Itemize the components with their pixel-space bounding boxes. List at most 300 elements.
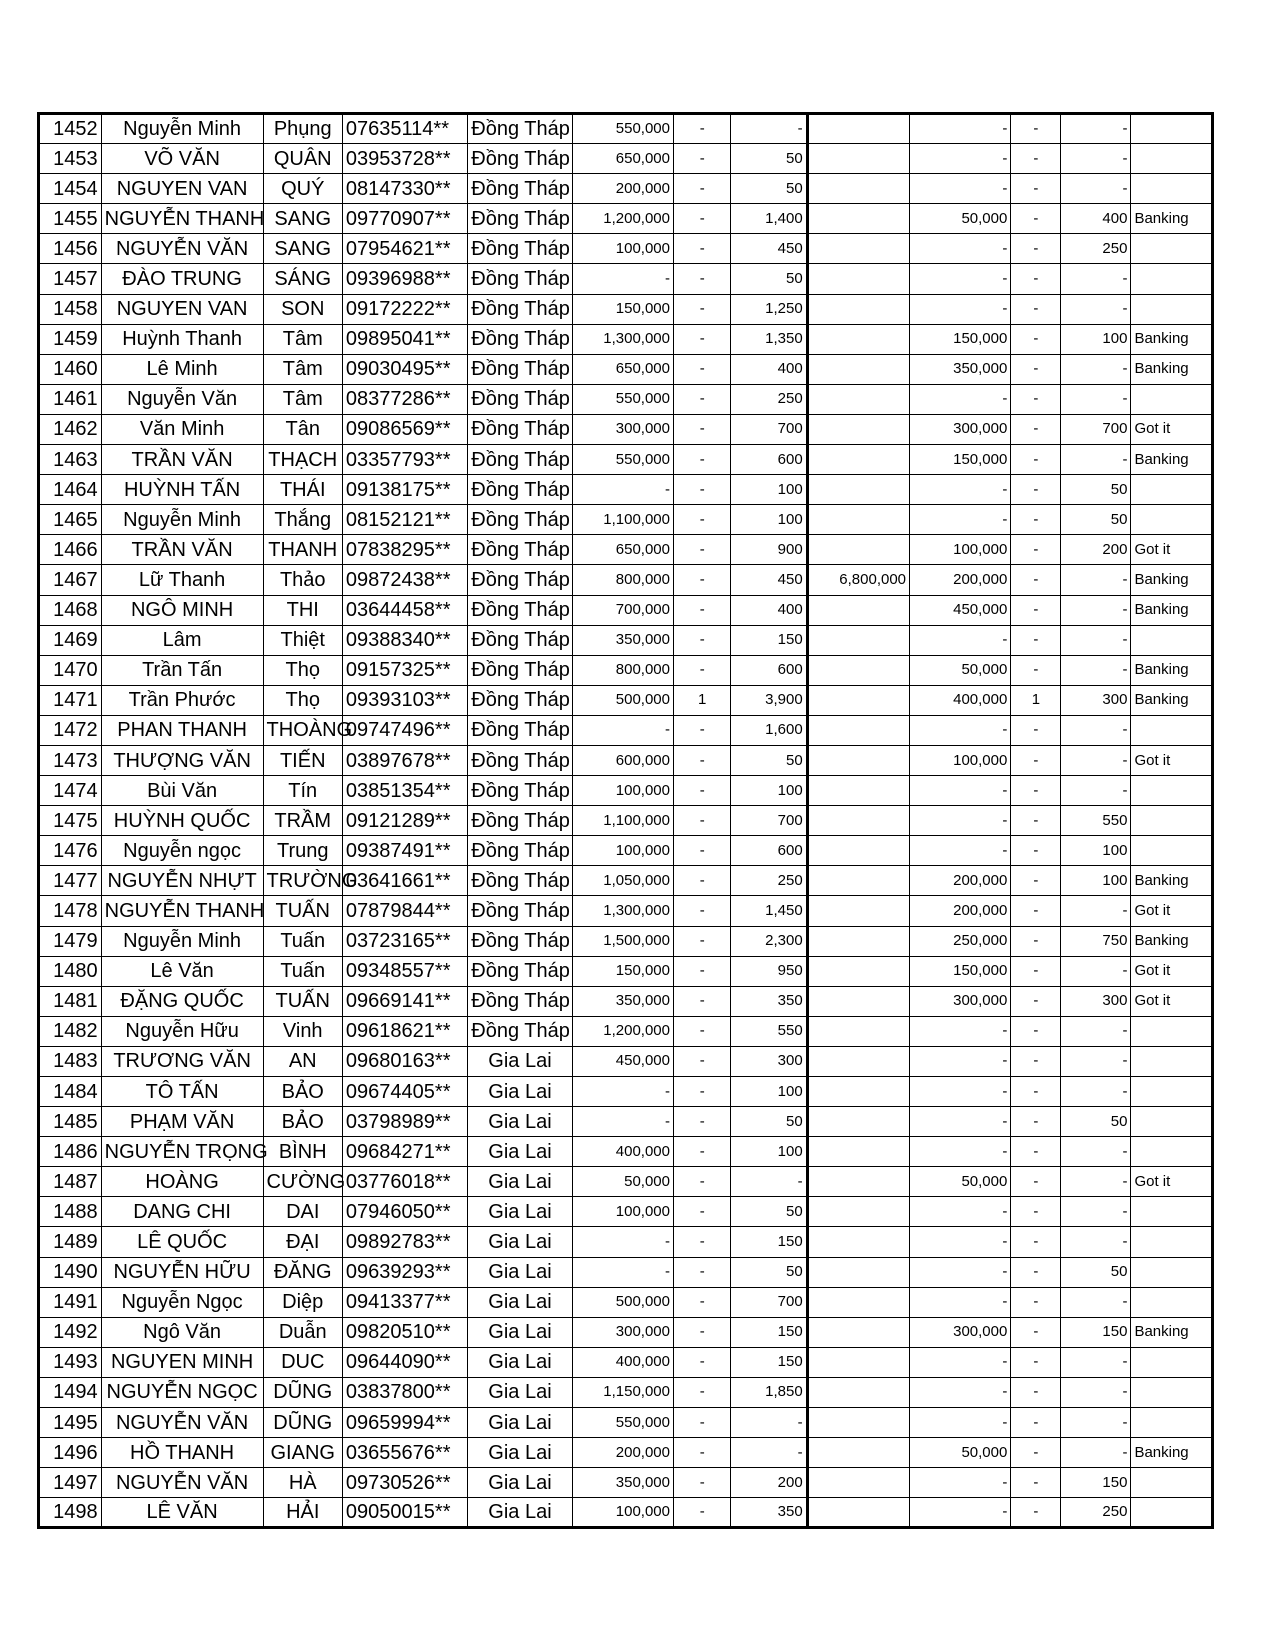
- phone-cell: 09138175**: [342, 475, 467, 505]
- amount-cell: 150,000: [572, 294, 673, 324]
- qty2-cell: -: [1011, 324, 1061, 354]
- table-row: [39, 174, 1213, 204]
- last-name-cell: DŨNG: [263, 1408, 342, 1438]
- last-name-cell: GIANG: [263, 1438, 342, 1468]
- table-row: [39, 1408, 1213, 1438]
- paid-cell: 200,000: [910, 896, 1011, 926]
- qty2-cell: -: [1011, 144, 1061, 174]
- qty2-cell: -: [1011, 1227, 1061, 1257]
- last-name-cell: SÁNG: [263, 264, 342, 294]
- first-name-cell: Lữ Thanh: [101, 565, 263, 595]
- note-cell: [1131, 1498, 1213, 1528]
- first-name-cell: Trần Phước: [101, 685, 263, 715]
- table-row: [39, 1438, 1213, 1468]
- paid-cell: 150,000: [910, 445, 1011, 475]
- qty2-cell: -: [1011, 294, 1061, 324]
- table-row: [39, 866, 1213, 896]
- first-name-cell: TRƯƠNG VĂN: [101, 1046, 263, 1076]
- last-name-cell: Phụng: [263, 114, 342, 144]
- points-cell: 50: [731, 174, 807, 204]
- last-name-cell: ĐẠI: [263, 1227, 342, 1257]
- province-cell: Đồng Tháp: [468, 565, 572, 595]
- table-row: [39, 565, 1213, 595]
- row-id-cell: 1472: [39, 715, 102, 745]
- province-cell: Gia Lai: [468, 1317, 572, 1347]
- qty-cell: -: [674, 1347, 731, 1377]
- last-name-cell: Tân: [263, 414, 342, 444]
- points-cell: 50: [731, 745, 807, 775]
- amount-cell: 800,000: [572, 565, 673, 595]
- note-cell: [1131, 234, 1213, 264]
- paid-cell: -: [910, 836, 1011, 866]
- province-cell: Đồng Tháp: [468, 715, 572, 745]
- amount-cell: -: [572, 1107, 673, 1137]
- note-cell: [1131, 114, 1213, 144]
- amount-cell: -: [572, 1077, 673, 1107]
- points2-cell: -: [1061, 1227, 1131, 1257]
- amount-cell: 1,200,000: [572, 204, 673, 234]
- province-cell: Đồng Tháp: [468, 926, 572, 956]
- province-cell: Đồng Tháp: [468, 234, 572, 264]
- amount-cell: 350,000: [572, 1468, 673, 1498]
- paid-cell: 150,000: [910, 324, 1011, 354]
- table-row: [39, 1016, 1213, 1046]
- qty-cell: -: [674, 1167, 731, 1197]
- total-cell: [807, 414, 909, 444]
- total-cell: [807, 1046, 909, 1076]
- phone-cell: 03655676**: [342, 1438, 467, 1468]
- paid-cell: 200,000: [910, 565, 1011, 595]
- points2-cell: -: [1061, 595, 1131, 625]
- points2-cell: -: [1061, 1016, 1131, 1046]
- first-name-cell: Lê Văn: [101, 956, 263, 986]
- qty2-cell: -: [1011, 475, 1061, 505]
- province-cell: Gia Lai: [468, 1107, 572, 1137]
- total-cell: [807, 234, 909, 264]
- row-id-cell: 1453: [39, 144, 102, 174]
- qty-cell: -: [674, 715, 731, 745]
- last-name-cell: AN: [263, 1046, 342, 1076]
- note-cell: Got it: [1131, 535, 1213, 565]
- paid-cell: -: [910, 1468, 1011, 1498]
- points2-cell: 50: [1061, 505, 1131, 535]
- province-cell: Đồng Tháp: [468, 956, 572, 986]
- phone-cell: 03897678**: [342, 745, 467, 775]
- amount-cell: 550,000: [572, 445, 673, 475]
- total-cell: [807, 535, 909, 565]
- province-cell: Gia Lai: [468, 1468, 572, 1498]
- points-cell: -: [731, 114, 807, 144]
- points2-cell: 250: [1061, 234, 1131, 264]
- points2-cell: -: [1061, 1197, 1131, 1227]
- qty-cell: -: [674, 926, 731, 956]
- points-cell: 100: [731, 475, 807, 505]
- points2-cell: -: [1061, 1046, 1131, 1076]
- paid-cell: 200,000: [910, 866, 1011, 896]
- qty2-cell: -: [1011, 745, 1061, 775]
- amount-cell: 500,000: [572, 685, 673, 715]
- amount-cell: 350,000: [572, 625, 673, 655]
- phone-cell: 07635114**: [342, 114, 467, 144]
- last-name-cell: Duẫn: [263, 1317, 342, 1347]
- phone-cell: 07838295**: [342, 535, 467, 565]
- phone-cell: 09659994**: [342, 1408, 467, 1438]
- points-cell: 50: [731, 1197, 807, 1227]
- qty2-cell: -: [1011, 1468, 1061, 1498]
- points2-cell: 200: [1061, 535, 1131, 565]
- paid-cell: 50,000: [910, 204, 1011, 234]
- last-name-cell: BẢO: [263, 1107, 342, 1137]
- row-id-cell: 1481: [39, 986, 102, 1016]
- first-name-cell: HUỲNH QUỐC: [101, 806, 263, 836]
- last-name-cell: Thọ: [263, 685, 342, 715]
- phone-cell: 07946050**: [342, 1197, 467, 1227]
- qty-cell: -: [674, 896, 731, 926]
- paid-cell: -: [910, 715, 1011, 745]
- points2-cell: -: [1061, 896, 1131, 926]
- row-id-cell: 1480: [39, 956, 102, 986]
- points2-cell: -: [1061, 1408, 1131, 1438]
- paid-cell: -: [910, 1347, 1011, 1377]
- province-cell: Đồng Tháp: [468, 896, 572, 926]
- first-name-cell: Nguyễn Ngọc: [101, 1287, 263, 1317]
- paid-cell: -: [910, 1137, 1011, 1167]
- qty-cell: -: [674, 1498, 731, 1528]
- qty2-cell: -: [1011, 1197, 1061, 1227]
- points-cell: 350: [731, 986, 807, 1016]
- phone-cell: 09680163**: [342, 1046, 467, 1076]
- paid-cell: -: [910, 294, 1011, 324]
- province-cell: Đồng Tháp: [468, 324, 572, 354]
- qty-cell: -: [674, 204, 731, 234]
- paid-cell: -: [910, 1227, 1011, 1257]
- amount-cell: 1,050,000: [572, 866, 673, 896]
- paid-cell: 300,000: [910, 986, 1011, 1016]
- first-name-cell: NGUYỄN HỮU: [101, 1257, 263, 1287]
- phone-cell: 07954621**: [342, 234, 467, 264]
- table-row: [39, 414, 1213, 444]
- data-table: [37, 112, 1214, 1529]
- row-id-cell: 1486: [39, 1137, 102, 1167]
- note-cell: [1131, 174, 1213, 204]
- paid-cell: 350,000: [910, 354, 1011, 384]
- points2-cell: -: [1061, 354, 1131, 384]
- province-cell: Đồng Tháp: [468, 475, 572, 505]
- qty-cell: -: [674, 1197, 731, 1227]
- phone-cell: 09820510**: [342, 1317, 467, 1347]
- last-name-cell: DUC: [263, 1347, 342, 1377]
- row-id-cell: 1487: [39, 1167, 102, 1197]
- qty-cell: -: [674, 1137, 731, 1167]
- total-cell: [807, 926, 909, 956]
- points-cell: 400: [731, 595, 807, 625]
- points2-cell: 100: [1061, 866, 1131, 896]
- note-cell: [1131, 1408, 1213, 1438]
- points-cell: 100: [731, 1137, 807, 1167]
- row-id-cell: 1482: [39, 1016, 102, 1046]
- last-name-cell: Thảo: [263, 565, 342, 595]
- points2-cell: 400: [1061, 204, 1131, 234]
- paid-cell: -: [910, 1107, 1011, 1137]
- qty-cell: -: [674, 1077, 731, 1107]
- qty-cell: -: [674, 1377, 731, 1407]
- province-cell: Đồng Tháp: [468, 595, 572, 625]
- table-row: [39, 1167, 1213, 1197]
- phone-cell: 09895041**: [342, 324, 467, 354]
- points2-cell: 300: [1061, 986, 1131, 1016]
- points2-cell: 550: [1061, 806, 1131, 836]
- table-row: [39, 535, 1213, 565]
- points2-cell: -: [1061, 1347, 1131, 1377]
- qty-cell: -: [674, 1468, 731, 1498]
- table-row: [39, 1137, 1213, 1167]
- phone-cell: 08377286**: [342, 384, 467, 414]
- qty2-cell: -: [1011, 986, 1061, 1016]
- first-name-cell: Nguyễn Hữu: [101, 1016, 263, 1046]
- table-row: [39, 1377, 1213, 1407]
- paid-cell: 100,000: [910, 745, 1011, 775]
- qty2-cell: -: [1011, 1408, 1061, 1438]
- table-row: [39, 836, 1213, 866]
- qty2-cell: 1: [1011, 685, 1061, 715]
- points2-cell: -: [1061, 1167, 1131, 1197]
- points-cell: 350: [731, 1498, 807, 1528]
- last-name-cell: Tâm: [263, 384, 342, 414]
- amount-cell: 100,000: [572, 836, 673, 866]
- last-name-cell: Tín: [263, 776, 342, 806]
- total-cell: [807, 1438, 909, 1468]
- first-name-cell: NGUYEN VAN: [101, 294, 263, 324]
- qty2-cell: -: [1011, 1287, 1061, 1317]
- phone-cell: 03357793**: [342, 445, 467, 475]
- amount-cell: 550,000: [572, 114, 673, 144]
- row-id-cell: 1454: [39, 174, 102, 204]
- note-cell: Banking: [1131, 354, 1213, 384]
- qty-cell: -: [674, 986, 731, 1016]
- last-name-cell: Vinh: [263, 1016, 342, 1046]
- phone-cell: 09172222**: [342, 294, 467, 324]
- last-name-cell: DAI: [263, 1197, 342, 1227]
- points-cell: -: [731, 1167, 807, 1197]
- points2-cell: -: [1061, 625, 1131, 655]
- points2-cell: -: [1061, 1287, 1131, 1317]
- points2-cell: -: [1061, 445, 1131, 475]
- note-cell: Banking: [1131, 204, 1213, 234]
- first-name-cell: TRẦN VĂN: [101, 445, 263, 475]
- points-cell: 250: [731, 866, 807, 896]
- note-cell: Banking: [1131, 565, 1213, 595]
- total-cell: [807, 866, 909, 896]
- phone-cell: 03644458**: [342, 595, 467, 625]
- total-cell: [807, 896, 909, 926]
- amount-cell: 200,000: [572, 174, 673, 204]
- table-row: [39, 114, 1213, 144]
- paid-cell: -: [910, 1287, 1011, 1317]
- points2-cell: 300: [1061, 685, 1131, 715]
- last-name-cell: DŨNG: [263, 1377, 342, 1407]
- paid-cell: -: [910, 174, 1011, 204]
- qty2-cell: -: [1011, 1167, 1061, 1197]
- points-cell: 150: [731, 625, 807, 655]
- qty-cell: 1: [674, 685, 731, 715]
- row-id-cell: 1490: [39, 1257, 102, 1287]
- qty-cell: -: [674, 114, 731, 144]
- amount-cell: 1,300,000: [572, 896, 673, 926]
- province-cell: Đồng Tháp: [468, 685, 572, 715]
- qty2-cell: -: [1011, 535, 1061, 565]
- qty2-cell: -: [1011, 836, 1061, 866]
- first-name-cell: NGUYEN VAN: [101, 174, 263, 204]
- amount-cell: 550,000: [572, 384, 673, 414]
- province-cell: Gia Lai: [468, 1227, 572, 1257]
- note-cell: Got it: [1131, 896, 1213, 926]
- row-id-cell: 1483: [39, 1046, 102, 1076]
- points2-cell: 50: [1061, 1257, 1131, 1287]
- note-cell: Banking: [1131, 1317, 1213, 1347]
- row-id-cell: 1460: [39, 354, 102, 384]
- table-row: [39, 926, 1213, 956]
- points-cell: 250: [731, 384, 807, 414]
- row-id-cell: 1477: [39, 866, 102, 896]
- note-cell: [1131, 806, 1213, 836]
- note-cell: Banking: [1131, 595, 1213, 625]
- note-cell: [1131, 1257, 1213, 1287]
- points-cell: 200: [731, 1468, 807, 1498]
- points-cell: 1,250: [731, 294, 807, 324]
- note-cell: [1131, 1137, 1213, 1167]
- qty-cell: -: [674, 655, 731, 685]
- phone-cell: 09669141**: [342, 986, 467, 1016]
- note-cell: Got it: [1131, 745, 1213, 775]
- total-cell: [807, 956, 909, 986]
- row-id-cell: 1466: [39, 535, 102, 565]
- points-cell: 600: [731, 655, 807, 685]
- paid-cell: 250,000: [910, 926, 1011, 956]
- points-cell: 1,600: [731, 715, 807, 745]
- note-cell: [1131, 505, 1213, 535]
- last-name-cell: Tuấn: [263, 926, 342, 956]
- points-cell: 700: [731, 414, 807, 444]
- total-cell: [807, 1347, 909, 1377]
- qty-cell: -: [674, 324, 731, 354]
- first-name-cell: NGUYỄN VĂN: [101, 1468, 263, 1498]
- last-name-cell: Thọ: [263, 655, 342, 685]
- qty2-cell: -: [1011, 1498, 1061, 1528]
- phone-cell: 09121289**: [342, 806, 467, 836]
- last-name-cell: QUÂN: [263, 144, 342, 174]
- last-name-cell: Tâm: [263, 354, 342, 384]
- phone-cell: 09050015**: [342, 1498, 467, 1528]
- total-cell: [807, 294, 909, 324]
- qty-cell: -: [674, 1257, 731, 1287]
- province-cell: Đồng Tháp: [468, 535, 572, 565]
- first-name-cell: TÔ TẤN: [101, 1077, 263, 1107]
- total-cell: [807, 505, 909, 535]
- phone-cell: 03776018**: [342, 1167, 467, 1197]
- amount-cell: 300,000: [572, 1317, 673, 1347]
- total-cell: [807, 806, 909, 836]
- row-id-cell: 1492: [39, 1317, 102, 1347]
- province-cell: Gia Lai: [468, 1046, 572, 1076]
- total-cell: [807, 1137, 909, 1167]
- points2-cell: 700: [1061, 414, 1131, 444]
- points2-cell: 50: [1061, 475, 1131, 505]
- points-cell: 700: [731, 806, 807, 836]
- points-cell: 50: [731, 144, 807, 174]
- row-id-cell: 1488: [39, 1197, 102, 1227]
- total-cell: [807, 595, 909, 625]
- row-id-cell: 1462: [39, 414, 102, 444]
- total-cell: [807, 1197, 909, 1227]
- table-row: [39, 1317, 1213, 1347]
- first-name-cell: NGUYỄN NHỰT: [101, 866, 263, 896]
- note-cell: Got it: [1131, 1167, 1213, 1197]
- total-cell: [807, 1498, 909, 1528]
- first-name-cell: PHAN THANH: [101, 715, 263, 745]
- amount-cell: 350,000: [572, 986, 673, 1016]
- total-cell: [807, 625, 909, 655]
- table-row: [39, 1257, 1213, 1287]
- table-row: [39, 685, 1213, 715]
- qty-cell: -: [674, 234, 731, 264]
- phone-cell: 03953728**: [342, 144, 467, 174]
- points-cell: 150: [731, 1347, 807, 1377]
- table-row: [39, 625, 1213, 655]
- points-cell: 1,350: [731, 324, 807, 354]
- province-cell: Đồng Tháp: [468, 384, 572, 414]
- last-name-cell: TIẾN: [263, 745, 342, 775]
- amount-cell: -: [572, 715, 673, 745]
- total-cell: [807, 174, 909, 204]
- phone-cell: 09644090**: [342, 1347, 467, 1377]
- amount-cell: 650,000: [572, 354, 673, 384]
- qty2-cell: -: [1011, 264, 1061, 294]
- table-row: [39, 715, 1213, 745]
- table-row: [39, 776, 1213, 806]
- amount-cell: 550,000: [572, 1408, 673, 1438]
- qty2-cell: -: [1011, 956, 1061, 986]
- note-cell: Got it: [1131, 956, 1213, 986]
- first-name-cell: Ngô Văn: [101, 1317, 263, 1347]
- points-cell: 450: [731, 565, 807, 595]
- paid-cell: 50,000: [910, 1438, 1011, 1468]
- paid-cell: -: [910, 1077, 1011, 1107]
- points-cell: 50: [731, 1107, 807, 1137]
- phone-cell: 09770907**: [342, 204, 467, 234]
- note-cell: [1131, 264, 1213, 294]
- amount-cell: 500,000: [572, 1287, 673, 1317]
- amount-cell: 600,000: [572, 745, 673, 775]
- qty2-cell: -: [1011, 1347, 1061, 1377]
- points2-cell: -: [1061, 655, 1131, 685]
- points-cell: 600: [731, 836, 807, 866]
- row-id-cell: 1452: [39, 114, 102, 144]
- row-id-cell: 1458: [39, 294, 102, 324]
- points2-cell: -: [1061, 956, 1131, 986]
- amount-cell: 800,000: [572, 655, 673, 685]
- row-id-cell: 1457: [39, 264, 102, 294]
- province-cell: Đồng Tháp: [468, 354, 572, 384]
- table-row: [39, 1197, 1213, 1227]
- qty-cell: -: [674, 535, 731, 565]
- note-cell: [1131, 1468, 1213, 1498]
- last-name-cell: THOÀNG: [263, 715, 342, 745]
- qty-cell: -: [674, 144, 731, 174]
- note-cell: [1131, 715, 1213, 745]
- total-cell: [807, 1016, 909, 1046]
- points2-cell: -: [1061, 144, 1131, 174]
- table-row: [39, 384, 1213, 414]
